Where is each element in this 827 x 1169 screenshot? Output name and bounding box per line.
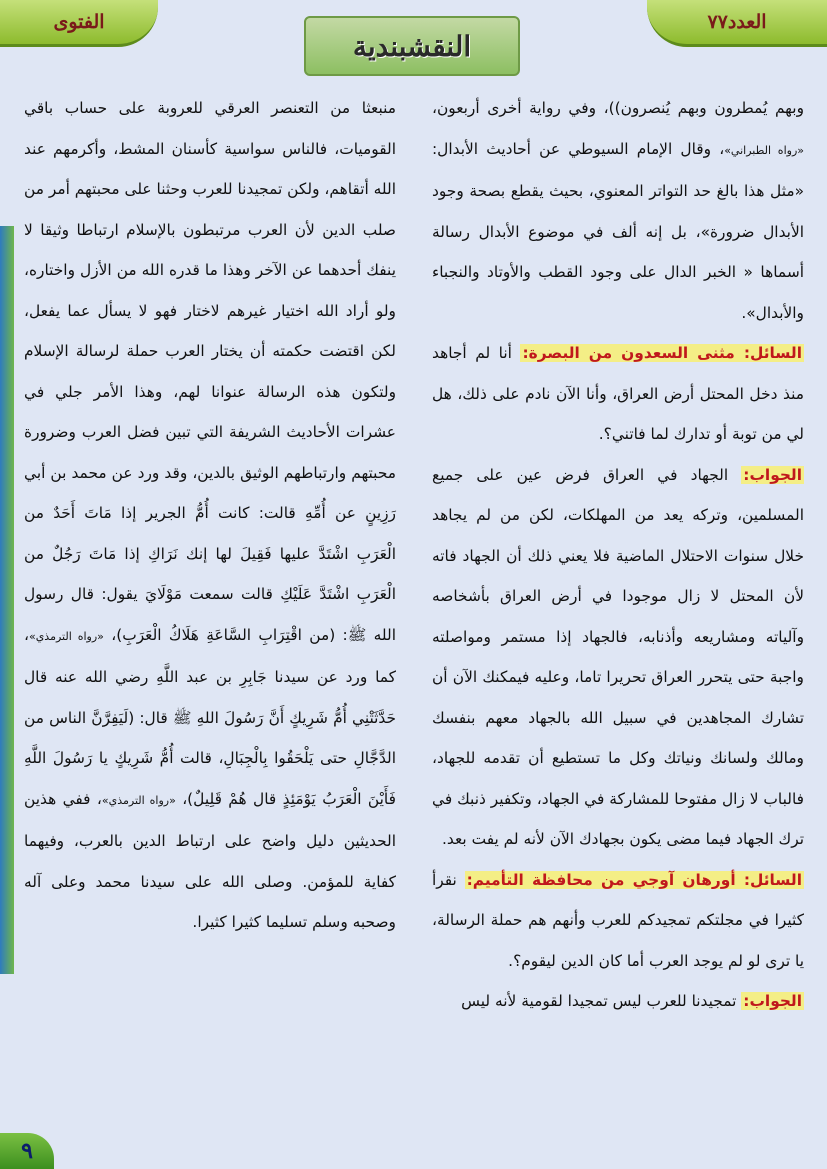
body-text: منبعثا من التعنصر العرقي للعروبة على حساب باقي القوميات، فالناس سواسية كأسنان المشط، وأكرمهم عند الله أتقاهم، ولكن تمجيدنا للعرب وحثنا على محبتهم أمر من صلب الدين لأن العرب مرتبطون بالإسلام ارتباطا وثيقا لا ينفك أحدهما عن الآخر وهذا ما قدره الله من الأزل واختاره، ولو أراد الله اختيار غيرهم لاختار فهو لا يسأل عما يفعل، لكن اقتضت حكمته أن يختار العرب حملة لرسالة الإسلام ولتكون هذه الرسالة عنوانا لهم، وهذا الأمر جلي في عشرات الأحاديث الشريفة التي تبين فضل العرب وضرورة محبتهم وارتباطهم الوثيق بالدين، وقد ورد عن محمد بن أبي رَزِينٍ عن أُمِّهِ قالت: كانت أُمُّ الجرير إذا مَاتَ أَحَدٌ من الْعَرَبِ اشْتَدَّ عليها فَقِيلَ لها إنك نَرَاكِ إذا مَاتَ رَجُلٌ من الْعَرَبِ اشْتَدَّ عَلَيْكِ قالت سمعت مَوْلَايَ يقول: قال رسول الله ﷺ: (من اقْتِرَابِ السَّاعَةِ هَلَاكُ الْعَرَبِ)،: [24, 99, 396, 644]
issue-label: العدد٧٧: [707, 11, 767, 33]
issue-tab: [647, 0, 827, 47]
right-column: [432, 88, 804, 1022]
qa-label: السائل: أورهان آوجي من محافظة التأميم:: [466, 870, 802, 889]
citation: «رواه الطبراني»: [724, 143, 804, 157]
magazine-title: النقشبندية: [352, 29, 472, 63]
section-tab: [0, 0, 158, 47]
side-decoration-bar: [0, 226, 14, 974]
qa-label: الجواب:: [743, 465, 802, 484]
body-text: ، كما ورد عن سيدنا جَابِرِ بن عبد اللَّهِ رضي الله عنه قال حَدَّثَتْنِي أُمُّ شَرِيكٍ أَنَّ رَسُولَ اللهِ ﷺ قال: (لَيَفِرَّنَّ الناس من الدَّجَّالِ حتى يَلْحَقُوا بِالْجِبَالِ، قالت أُمُّ شَرِيكٍ يا رَسُولَ اللَّهِ فَأَيْنَ الْعَرَبُ يَوْمَئِذٍ قال هُمْ قَلِيلٌ)،: [24, 625, 396, 808]
body-text: الجهاد في العراق فرض عين على جميع المسلمين، وتركه يعد من المهلكات، لكن من لم يجاهد خلال سنوات الاحتلال الماضية فلا يعني ذلك أن الجهاد فاته لأن المحتل لا زال موجودا في أرض العراق بأشخاصه وآلياته ومشاريعه وأذنابه، فالجهاد إذا مستمر ومواصلته واجبة حتى يتحرر العراق تحريرا تاما، وعليه فيمكنك الآن أن تشارك المجاهدين في سبيل الله بالجهاد معهم بنفسك ومالك ولسانك ونياتك وكل ما تستطيع أن تقدمه للجهاد، فالباب لا زال مفتوحا للمشاركة في الجهاد، وتكفير ذنبك في ترك الجهاد فيما مضى يكون بجهادك الآن لأنه لم يفت بعد.: [432, 465, 804, 848]
qa-label: الجواب:: [743, 992, 802, 1010]
citation: «رواه الترمذي»: [28, 629, 104, 643]
magazine-title-box: [304, 16, 520, 76]
qa-label: السائل: مثنى السعدون من البصرة:: [522, 344, 802, 362]
page-number: ٩: [21, 1138, 33, 1164]
paragraph: [432, 88, 804, 333]
body-text: وبهم يُمطرون وبهم يُنصرون))، وفي رواية أخرى أربعون،: [432, 99, 804, 117]
section-label: الفتوى: [53, 11, 105, 33]
paragraph: [24, 88, 396, 943]
body-text: تمجيدنا للعرب ليس تمجيدا لقومية لأنه ليس: [461, 992, 742, 1010]
paragraph: [432, 860, 804, 982]
body-text: أنا لم أجاهد منذ دخل المحتل أرض العراق، وأنا الآن نادم على ذلك، هل لي من توبة أو تدارك لما فاتني؟.: [432, 344, 804, 443]
paragraph: [432, 981, 804, 1022]
citation: «رواه الترمذي»: [101, 793, 176, 807]
left-column: [24, 88, 396, 943]
body-text: ، ففي هذين الحديثين دليل واضح على ارتباط الدين بالعرب، وفيهما كفاية للمؤمن. وصلى الله على سيدنا محمد وعلى آله وصحبه وسلم تسليما كثيرا كثيرا.: [24, 789, 396, 931]
body-text: ، وقال الإمام السيوطي عن أحاديث الأبدال: «مثل هذا بالغ حد التواتر المعنوي، بحيث يقطع بصحة وجود الأبدال ضرورة»، بل إنه ألف في موضوع الأبدال رسالة أسماها « الخبر الدال على وجود القطب والأوتاد والنجباء والأبدال».: [432, 139, 804, 322]
page-number-badge: [0, 1133, 54, 1169]
paragraph: [432, 455, 804, 860]
paragraph: [432, 333, 804, 455]
body-text: نقرأ كثيرا في مجلتكم تمجيدكم للعرب وأنهم هم حملة الرسالة، يا ترى لو لم يوجد العرب أما كان الدين ليقوم؟.: [432, 870, 804, 970]
